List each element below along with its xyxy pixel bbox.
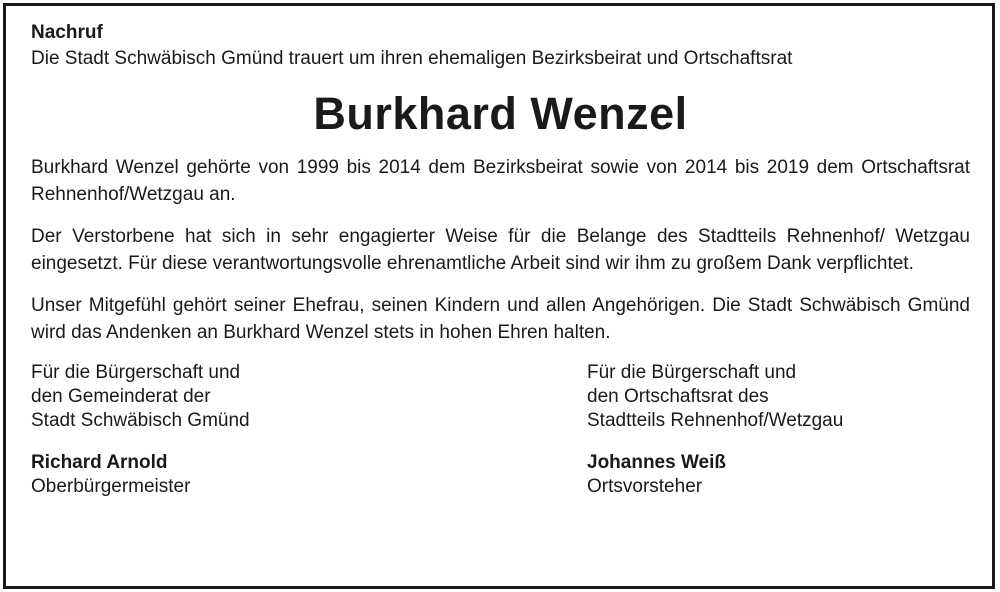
signature-left: [31, 361, 587, 499]
signature-right-line: Für die Bürgerschaft und: [587, 362, 797, 383]
notice-heading: Nachruf: [31, 22, 103, 43]
paragraph-gratitude: Der Verstorbene hat sich in sehr engagierter Weise für die Belange des Stadtteils Rehnenhof/ Wetzgau eingesetzt. Für diese verantwortungsvolle ehrenamtliche Arbeit sind wir ihm zu großem Dank verpflichtet.: [31, 226, 970, 274]
notice-subtitle: Die Stadt Schwäbisch Gmünd trauert um ihren ehemaligen Bezirksbeirat und Ortschaftsrat: [31, 48, 793, 69]
deceased-name: Burkhard Wenzel: [313, 88, 688, 139]
signature-right-line: den Ortschaftsrat des: [587, 386, 769, 407]
paragraph-tenure: Burkhard Wenzel gehörte von 1999 bis 2014 dem Bezirksbeirat sowie von 2014 bis 2019 dem Ortschaftsrat Rehnenhof/Wetzgau an.: [31, 157, 970, 205]
signature-left-line: Stadt Schwäbisch Gmünd: [31, 410, 250, 431]
obituary-notice: [31, 20, 970, 499]
signature-left-line: Für die Bürgerschaft und: [31, 362, 241, 383]
signatory-role-left: Oberbürgermeister: [31, 476, 191, 497]
paragraph-condolence: Unser Mitgefühl gehört seiner Ehefrau, seinen Kindern und allen Angehörigen. Die Stadt Schwäbisch Gmünd wird das Andenken an Burkhard Wenzel stets in hohen Ehren halten.: [31, 295, 970, 343]
signature-left-line: den Gemeinderat der: [31, 386, 211, 407]
signature-right-line: Stadtteils Rehnenhof/Wetzgau: [587, 410, 844, 431]
signature-right: [587, 361, 970, 499]
signature-block: [31, 361, 970, 499]
signatory-role-right: Ortsvorsteher: [587, 476, 703, 497]
signatory-name-left: Richard Arnold: [31, 452, 168, 473]
signatory-name-right: Johannes Weiß: [587, 452, 727, 473]
